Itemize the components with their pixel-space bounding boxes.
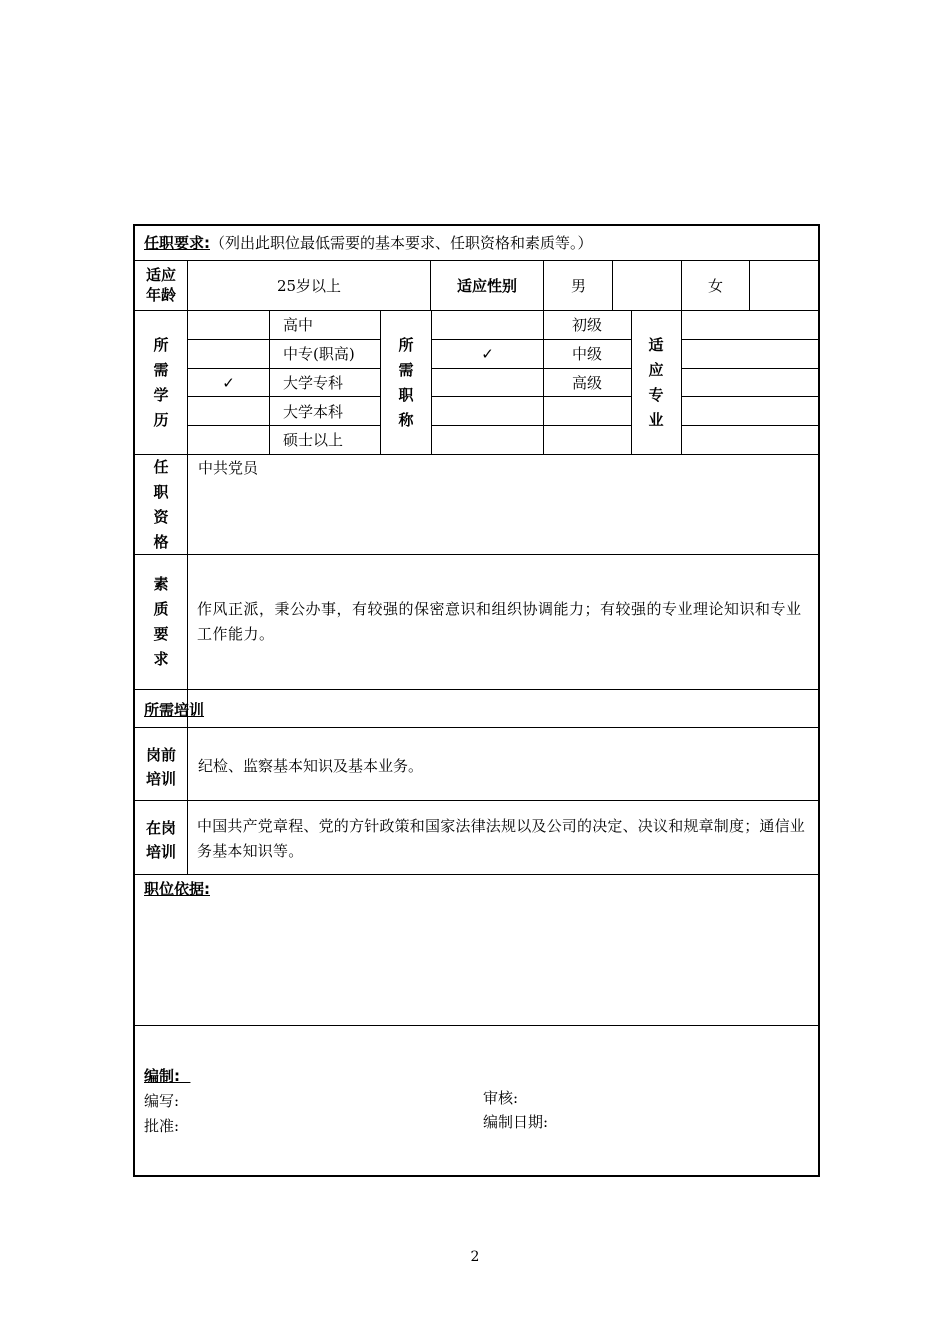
col-divider bbox=[269, 310, 270, 454]
title-level: 高级 bbox=[572, 374, 603, 392]
col-divider bbox=[749, 260, 750, 310]
qualification-label: 任职资格 bbox=[153, 458, 169, 551]
signoff-label: 编制: bbox=[144, 1067, 180, 1085]
age-value: 25岁以上 bbox=[276, 277, 342, 295]
qualification-value: 中共党员 bbox=[198, 459, 259, 477]
requirements-note: （列出此职位最低需要的基本要求、任职资格和素质等。） bbox=[210, 234, 593, 252]
row-divider bbox=[134, 727, 819, 728]
title-level: 中级 bbox=[572, 345, 603, 363]
gender-female-option: 女 bbox=[708, 277, 724, 295]
row-divider bbox=[681, 425, 819, 426]
row-divider bbox=[681, 339, 819, 340]
age-label: 适应 年龄 bbox=[145, 266, 176, 304]
on-job-training-value: 中国共产党章程、党的方针政策和国家法律法规以及公司的决定、决议和规章制度；通信业务基本知识等。 bbox=[197, 817, 806, 860]
gender-male-option: 男 bbox=[571, 277, 587, 295]
education-level: 大学本科 bbox=[283, 403, 344, 421]
education-level: 硕士以上 bbox=[283, 431, 344, 449]
col-divider bbox=[681, 260, 682, 310]
title-check-mark: ✓ bbox=[481, 345, 494, 363]
row-divider bbox=[134, 800, 819, 801]
row-divider bbox=[187, 368, 380, 369]
row-divider bbox=[134, 1025, 819, 1026]
requirements-label: 任职要求: bbox=[144, 234, 210, 252]
row-divider bbox=[134, 554, 819, 555]
quality-value: 作风正派，秉公办事，有较强的保密意识和组织协调能力；有较强的专业理论知识和专业工作能力。 bbox=[197, 600, 802, 643]
row-divider bbox=[134, 260, 819, 261]
row-divider bbox=[134, 310, 819, 311]
row-divider bbox=[134, 454, 819, 455]
reviewer-field: 审核: bbox=[483, 1089, 519, 1107]
education-check-mark: ✓ bbox=[222, 374, 235, 392]
major-label: 适应专业 bbox=[648, 336, 664, 429]
row-divider bbox=[187, 396, 380, 397]
approver-field: 批准: bbox=[144, 1117, 180, 1135]
training-label: 所需培训 bbox=[144, 701, 205, 719]
col-divider bbox=[380, 310, 381, 454]
title-label: 所需职称 bbox=[398, 336, 414, 429]
writer-field: 编写: bbox=[144, 1092, 180, 1110]
row-divider bbox=[187, 339, 380, 340]
row-divider bbox=[681, 396, 819, 397]
row-divider bbox=[431, 425, 631, 426]
pre-training-value: 纪检、监察基本知识及基本业务。 bbox=[198, 757, 424, 775]
row-divider bbox=[187, 425, 380, 426]
requirements-header bbox=[144, 233, 593, 253]
col-divider bbox=[431, 310, 432, 454]
gender-label: 适应性别 bbox=[456, 277, 517, 295]
row-divider bbox=[681, 368, 819, 369]
pre-training-label: 岗前 培训 bbox=[145, 746, 176, 788]
row-divider bbox=[431, 339, 631, 340]
row-divider bbox=[134, 874, 819, 875]
job-requirements-table bbox=[133, 224, 820, 1177]
col-divider bbox=[543, 260, 544, 310]
page-number: 2 bbox=[470, 1249, 480, 1265]
col-divider bbox=[681, 310, 682, 454]
education-level: 高中 bbox=[283, 316, 314, 334]
row-divider bbox=[431, 368, 631, 369]
row-divider bbox=[134, 689, 819, 690]
col-divider bbox=[187, 260, 188, 554]
position-basis-label: 职位依据: bbox=[144, 880, 210, 898]
col-divider bbox=[543, 310, 544, 454]
education-level: 中专(职高) bbox=[283, 345, 355, 363]
on-job-training-label: 在岗 培训 bbox=[145, 819, 176, 861]
col-divider bbox=[631, 310, 632, 454]
education-level: 大学专科 bbox=[283, 374, 344, 392]
date-field: 编制日期: bbox=[483, 1113, 549, 1131]
quality-label: 素质要求 bbox=[153, 575, 169, 668]
row-divider bbox=[431, 396, 631, 397]
title-level: 初级 bbox=[572, 316, 603, 334]
col-divider bbox=[612, 260, 613, 310]
education-label: 所需学历 bbox=[153, 336, 169, 429]
